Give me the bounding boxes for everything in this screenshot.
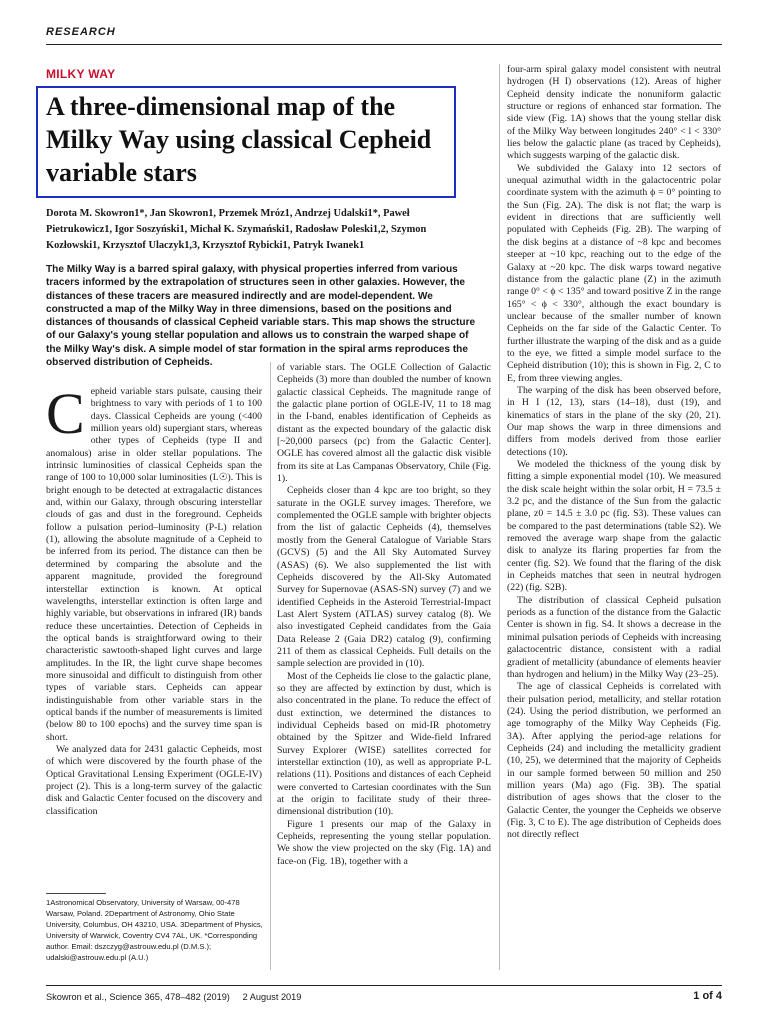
paragraph: Figure 1 presents our map of the Galaxy in Cepheids, representing the young stellar population. We show the view projected on the sky (Fig. 1A) and face-on (Fig. 1B), together with a (277, 818, 491, 867)
affiliations-footnote: 1Astronomical Observatory, University of Warsaw, 00-478 Warsaw, Poland. 2Department of Astronomy, Ohio State University, Columbus, OH 43210, USA. 3Department of Physics, University of Warwick, Coventry CV4 7AL, UK. *Corresponding author. Email: dszczyg@astrouw.edu.pl (D.M.S.); udalski@astrouw.edu.pl (A.U.) (46, 898, 263, 962)
author-list: Dorota M. Skowron1*, Jan Skowron1, Przemek Mróz1, Andrzej Udalski1*, Paweł Pietrukowicz1, Igor Soszyński1, Michał K. Szymański1, Radosław Poleski1,2, Szymon Kozłowski1, Krzysztof Ulaczyk1,3, Krzysztof Rybicki1, Patryk Iwanek1 (46, 208, 427, 251)
column-divider (270, 362, 271, 970)
paragraph: The age of classical Cepheids is correlated with their pulsation period, metallicity, and stellar rotation (24). Using the period distribution, we performed an age tomography of the Milky Way Cepheids (Fig. 3A). After applying the period-age relations for Cepheids (24) and including the metallicity gradient (10, 25), we determined that the majority of Cepheids in our sample formed between 50 million and 250 million years (Ma) ago (Fig. 3B). The spatial distribution of ages shows that the closer to the Galactic Center, the younger the Cepheids we observe (Fig. 3, C to E). The age distribution of Cepheids does not directly reflect (507, 681, 721, 841)
footnote-rule (46, 893, 106, 894)
paragraph: Most of the Cepheids lie close to the galactic plane, so they are affected by extinction by dust, which is also concentrated in the plane. To reduce the effect of dust extinction, we determined the distances to individual Cepheids based on mid-IR photometry obtained by the Spitzer and Wide-field Infrared Survey Explorer (WISE) satellites corrected for interstellar extinction (10), as well as appropriate P-L relations (11). Positions and distances of each Cepheid were converted to Cartesian coordinates with the Sun at the origin to facilitate study of their three-dimensional distribution (10). (277, 670, 491, 818)
body-column-1 (46, 386, 262, 886)
paragraph: The warping of the disk has been observed before, in H I (12, 13), stars (14–18), dust (19), and kinematics of stars in the plane of the sky (20, 21). Our map shows the warp in three dimensions and differs from models derived from those earlier detections (10). (507, 384, 721, 458)
body-column-3 (507, 64, 721, 984)
header-rule (46, 44, 722, 45)
paragraph: We modeled the thickness of the young disk by fitting a simple exponential model (10). We measured the disk scale height within the solar orbit, H = 73.5 ± 3.2 pc, and the distance of the Sun from the galactic plane, z0 = 14.5 ± 3.0 pc (fig. S3). These values can be compared to the past determinations (table S2). We removed the average warp shape from the galactic disk to analyze its flaring properties far from the center (fig. S2). We found that the flaring of the disk in Cepheids matches that seen in neutral hydrogen (22) (fig. S2B). (507, 459, 721, 594)
footer-rule (46, 985, 722, 986)
paragraph: four-arm spiral galaxy model consistent with neutral hydrogen (H I) observations (12). Areas of higher Cepheid density indicate the nonuniform galactic structure or regions of enhanced star formation. The side view (Fig. 1A) shows that the young stellar disk of the Milky Way between longitudes 240° < l < 330° lies below the galactic plane (as traced by Cepheids), which suggests warping of the galactic disk. (507, 64, 721, 162)
paragraph-text: epheid variable stars pulsate, causing their brightness to vary with periods of 1 to 100 days. Classical Cepheids are young (<400 million years old) supergiant stars, whereas other types of Cepheids (type II and anomalous) arise in older stellar populations. The intrinsic luminosities of classical Cepheids span the range of 100 to 10,000 solar luminosities (L☉). This is bright enough to be detected at extragalactic distances and, within our Galaxy, through obscuring interstellar clouds of gas and dust in the foreground. Cepheids follow a pulsation period–luminosity (P-L) relation (1), allowing the absolute magnitude of a Cepheid to be inferred from its period. The distance can then be determined by comparing the absolute and the apparent magnitude, provided the foreground interstellar extinction is known. At optical wavelengths, interstellar extinction is often large and highly variable, but observations in infrared (IR) bands reduce these uncertainties. Detection of Cepheids in the optical bands is straightforward owing to their characteristic sawtooth-shaped light curves and large amplitudes. In the IR, the light curve shape becomes more sinusoidal and difficult to distinguish from other types of variable stars. Cepheids can appear indistinguishable from other variable stars in the optical bands if the number of measurements is limited (below 80 to 100 epochs) and the survey time span is short. (46, 386, 262, 743)
paragraph: The distribution of classical Cepheid pulsation periods as a function of the distance from the Galactic Center is shown in fig. S4. It shows a decrease in the minimal pulsation periods of Cepheids with increasing galactocentric distance, consistent with a radial gradient of metallicity (abundance of elements heavier than hydrogen and helium) in the Milky Way (23–25). (507, 594, 721, 680)
body-column-2 (277, 362, 491, 970)
paragraph: of variable stars. The OGLE Collection of Galactic Cepheids (3) more than doubled the number of known galactic classical Cepheids. The magnitude range of the galactic plane portion of OGLE-IV, 11 to 18 mag in the I-band, enables identification of Cepheids as distant as the expected boundary of the galactic disk [~20,000 parsecs (pc) from the Galactic Center]. OGLE has covered almost all the galactic disk visible from its site at Las Campanas Observatory, Chile (Fig. 1). (277, 362, 491, 485)
paragraph: We subdivided the Galaxy into 12 sectors of unequal azimuthal width in the galactocentric polar coordinate system with the azimuth ϕ = 0° pointing to the Sun (Fig. 2A). The disk is not flat; the warp is evident in directions that are sufficiently well populated with Cepheids (Fig. 2B). The warping of the disk begins at a distance of ~8 kpc and becomes steeper at ~10 kpc, reaching out to the edge of the Galaxy at ~20 kpc. The disk warps toward negative distance from the galactic plane (Z) in the azimuth range 0° < ϕ < 135° and toward positive Z in the range 165° < ϕ < 330°, although the exact boundary is unclear because of the smaller number of known Cepheids on the far side of the Galactic Center. To further illustrate the warping of the disk and as a guide to the eye, we fitted a simple model surface to the Cepheid distribution (10); this is shown in Fig. 2, C to E, from three viewing angles. (507, 162, 721, 384)
paragraph: We analyzed data for 2431 galactic Cepheids, most of which were discovered by the fourth phase of the Optical Gravitational Lensing Experiment (OGLE-IV) project (2). This is a long-term survey of the galactic disk and Galactic Center focused on the discovery and classification (46, 743, 262, 817)
drop-cap: C (46, 386, 85, 446)
article-title: A three-dimensional map of the Milky Way using classical Cepheid variable stars (46, 92, 432, 187)
paragraph: Cepheids closer than 4 kpc are too bright, so they saturate in the OGLE survey images. Therefore, we complemented the OGLE sample with brighter objects from the list of galactic Cepheids (4), themselves mostly from the General Catalogue of Variable Stars (GCVS) (5) and the All Sky Automated Survey (ASAS) (6). We also supplemented the list with Cepheids discovered by the All-Sky Automated Survey for Supernovae (ASAS-SN) survey (7) and we identified Cepheids in the Asteroid Terrestrial-Impact Last Alert System (ATLAS) survey catalog (8). We also investigated Cepheid candidates from the Gaia Data Release 2 (Gaia DR2) catalog (9), confirming 211 of them as classical Cepheids. Full details on the sample selection are provided in (10). (277, 485, 491, 670)
abstract: The Milky Way is a barred spiral galaxy, with physical properties inferred from various tracers informed by the extrapolation of structures seen in other galaxies. However, the distances of these tracers are measured indirectly and are model-dependent. We constructed a map of the Milky Way in three dimensions, based on the positions and distances of thousands of classical Cepheid variable stars. This map shows the structure of our Galaxy's young stellar population and allows us to constrain the warped shape of the Milky Way's disk. A simple model of star formation in the spiral arms reproduces the observed distribution of Cepheids. (46, 264, 476, 369)
citation-line: Skowron et al., Science 365, 478–482 (2019) 2 August 2019 (46, 992, 302, 1002)
paragraph (46, 386, 262, 744)
column-divider (499, 64, 500, 970)
section-label: RESEARCH (46, 26, 116, 38)
kicker: MILKY WAY (46, 67, 116, 81)
page-number: 1 of 4 (693, 990, 722, 1002)
